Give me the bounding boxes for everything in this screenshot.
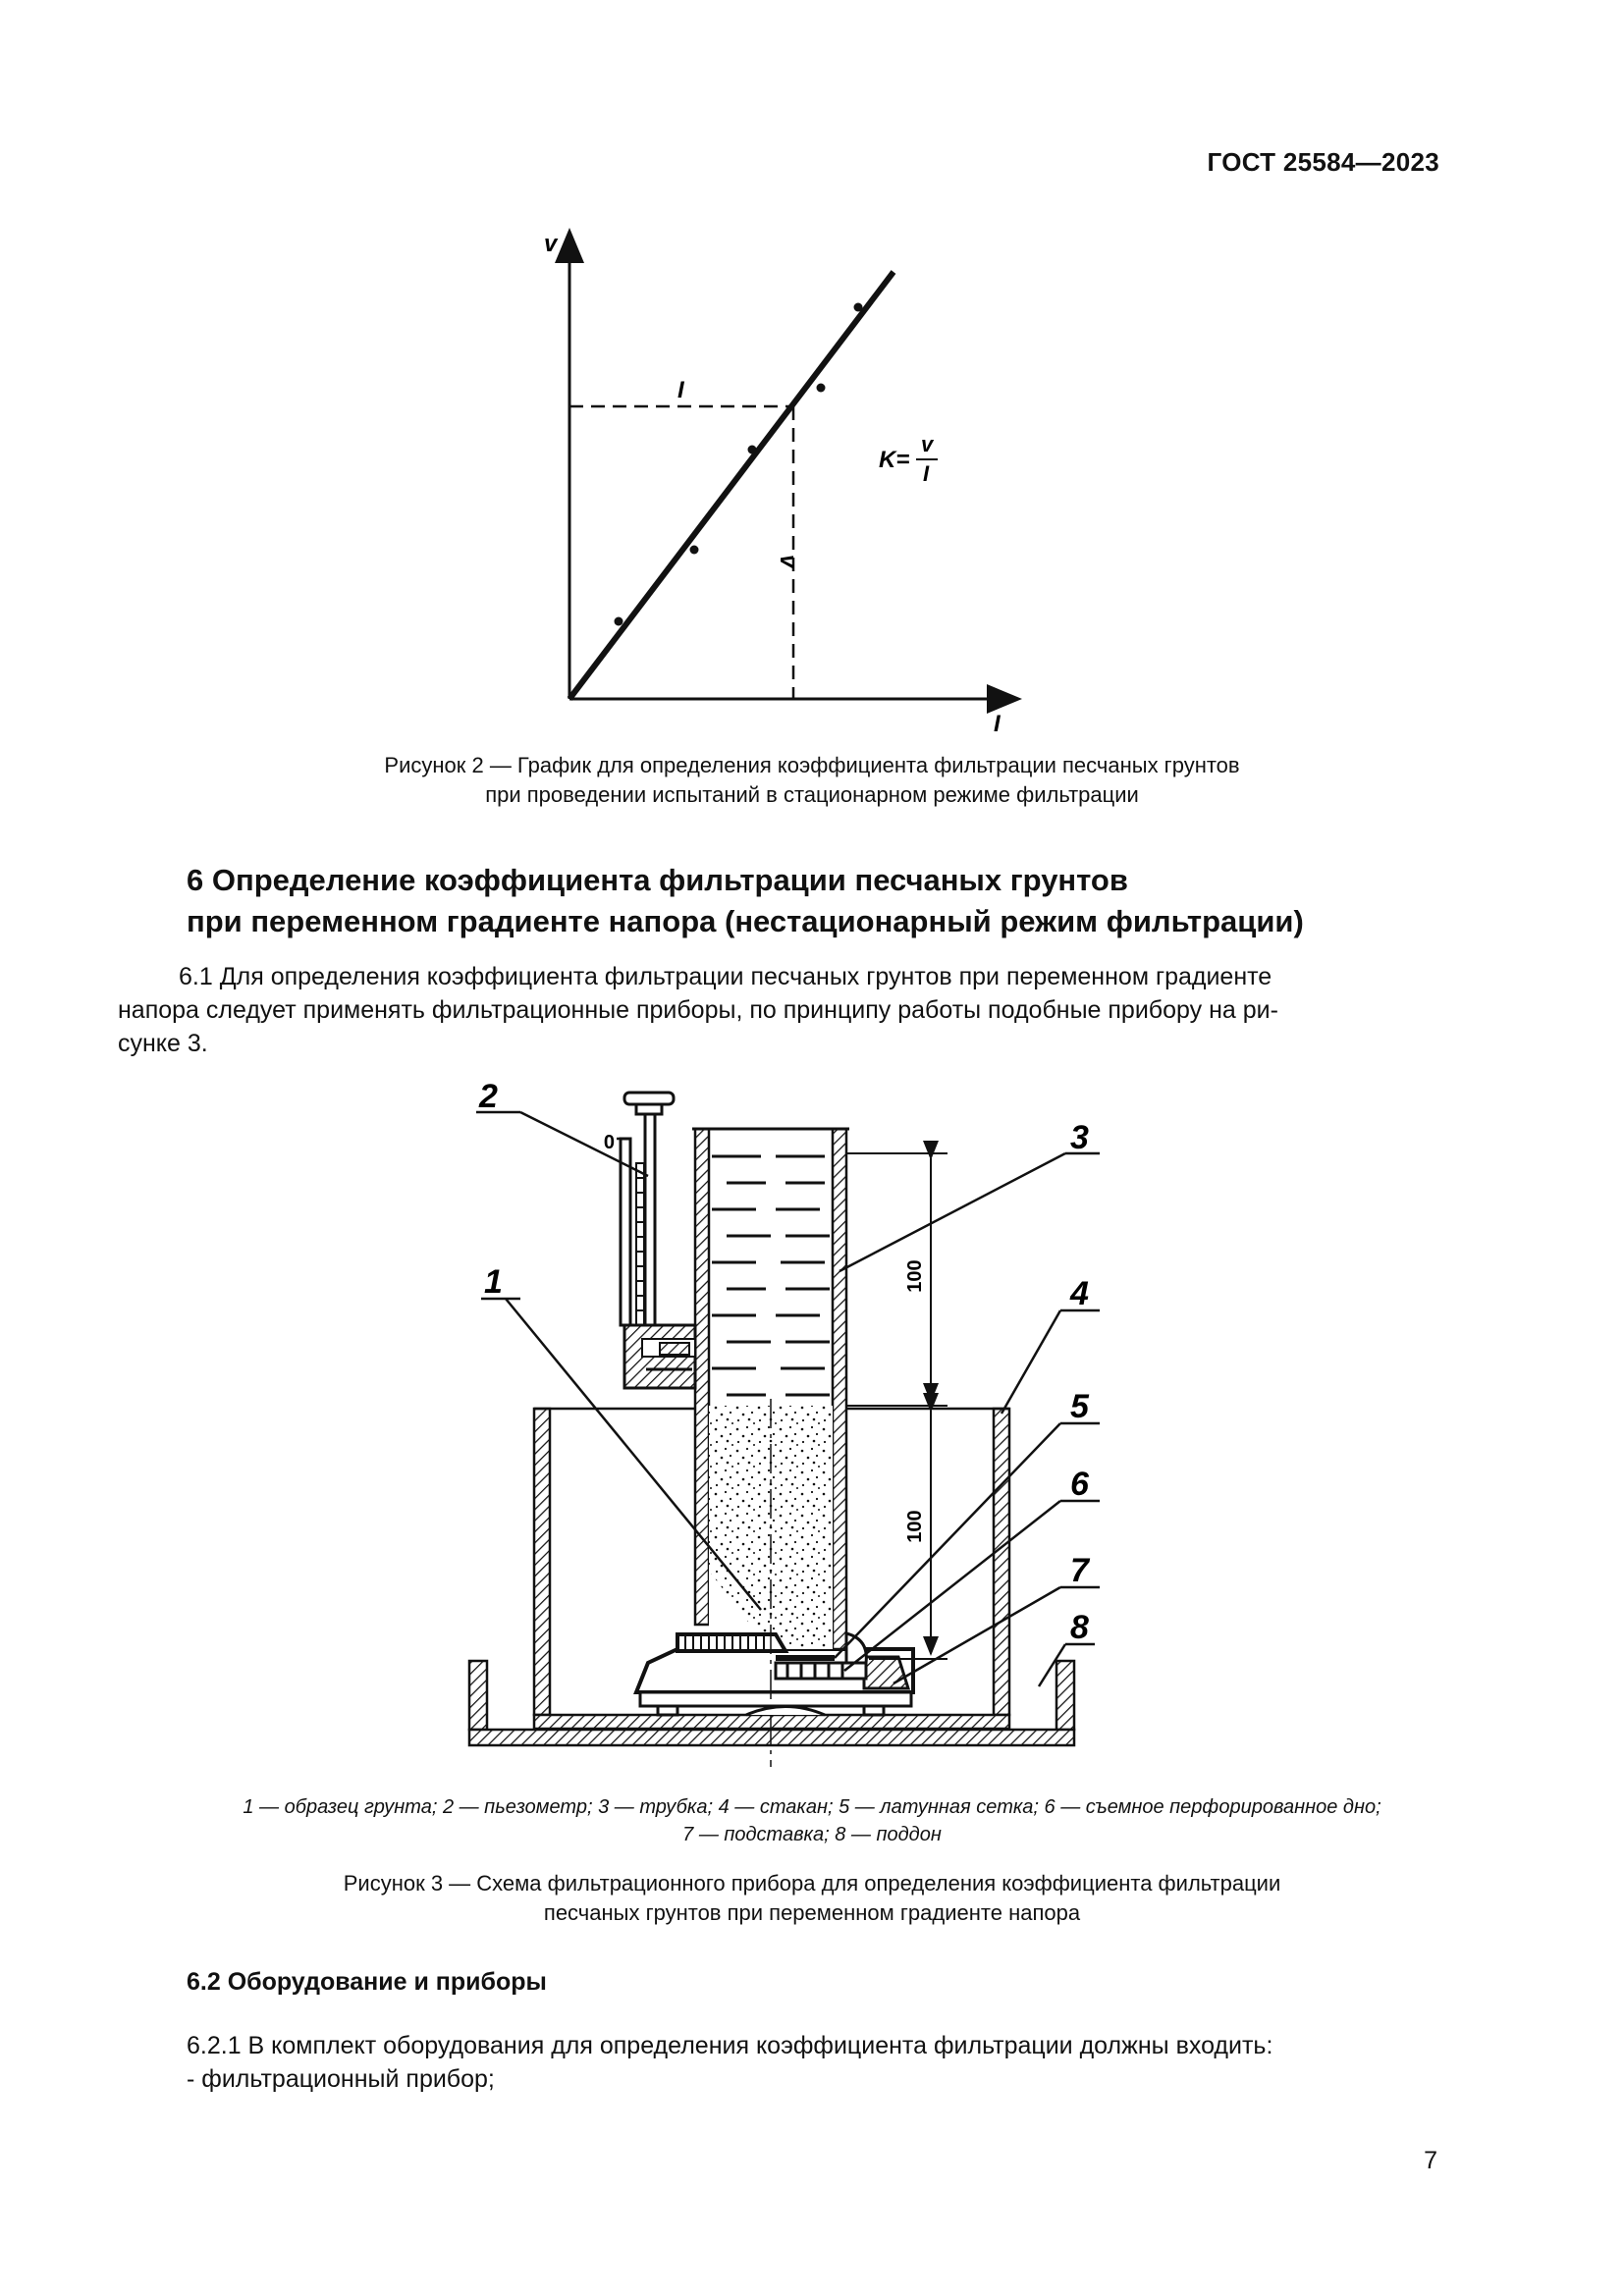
x-axis-label: I — [994, 711, 1001, 737]
callout-label-4: 4 — [1070, 1275, 1089, 1312]
list-item: - фильтрационный прибор; — [187, 2065, 495, 2093]
tube — [677, 1129, 866, 1679]
formula-denominator: I — [923, 461, 930, 486]
figure-3-legend-line: 7 — подставка; 8 — поддон — [682, 1824, 942, 1845]
paragraph-line: 6.1 Для определения коэффициента фильтрации песчаных грунтов при переменном градиенте — [179, 963, 1272, 990]
paragraph-line: напора следует применять фильтрационные приборы, по принципу работы подобные прибору на ри- — [118, 996, 1278, 1024]
figure-2-caption-line: при проведении испытаний в стационарном режиме фильтрации — [485, 782, 1139, 807]
formula-lhs: K= — [879, 447, 910, 473]
brass-mesh — [776, 1655, 835, 1661]
page-number: 7 — [1424, 2147, 1437, 2174]
callout-label-6: 6 — [1070, 1466, 1089, 1503]
document-code: ГОСТ 25584—2023 — [1207, 147, 1439, 177]
callout-label-7: 7 — [1070, 1552, 1089, 1589]
callout-label-3: 3 — [1070, 1119, 1089, 1156]
figure-3-legend — [0, 1793, 1624, 1848]
callout-label-8: 8 — [1070, 1609, 1089, 1646]
figure-3-caption-line: песчаных грунтов при переменном градиенте напора — [543, 1900, 1081, 1925]
section-6-heading-line: 6 Определение коэффициента фильтрации песчаных грунтов — [187, 863, 1128, 897]
paragraph-6-2-1: 6.2.1 В комплект оборудования для определения коэффициента фильтрации должны входить: — [187, 2032, 1273, 2059]
dashed-horizontal-label: I — [677, 377, 684, 403]
dimension-lower: 100 — [904, 1510, 926, 1543]
callout-label-2: 2 — [479, 1078, 498, 1115]
y-axis-label: v — [544, 231, 558, 257]
formula-numerator: v — [921, 432, 934, 456]
callout-label-1: 1 — [484, 1263, 503, 1301]
figure-3-caption-line: Рисунок 3 — Схема фильтрационного прибора для определения коэффициента фильтрации — [343, 1871, 1281, 1896]
dimension-upper: 100 — [904, 1259, 926, 1293]
piezometer — [604, 1093, 695, 1388]
figure-2-caption-line: Рисунок 2 — График для определения коэффициента фильтрации песчаных грунтов — [384, 753, 1240, 777]
figure-3-legend-line: 1 — образец грунта; 2 — пьезометр; 3 — трубка; 4 — стакан; 5 — латунная сетка; 6 — съемное перфорированное дно; — [243, 1796, 1381, 1818]
figure-3-caption — [0, 1869, 1624, 1928]
paragraph-line: сунке 3. — [118, 1030, 208, 1057]
section-6-heading-line: при переменном градиенте напора (нестационарный режим фильтрации) — [187, 904, 1304, 938]
subsection-6-2-heading: 6.2 Оборудование и приборы — [187, 1968, 547, 1996]
dashed-vertical-label: v — [775, 555, 801, 568]
water — [712, 1156, 830, 1395]
callout-label-5: 5 — [1070, 1388, 1089, 1425]
dimension-lines — [846, 1153, 947, 1659]
piezometer-zero-mark: 0 — [603, 1132, 615, 1153]
